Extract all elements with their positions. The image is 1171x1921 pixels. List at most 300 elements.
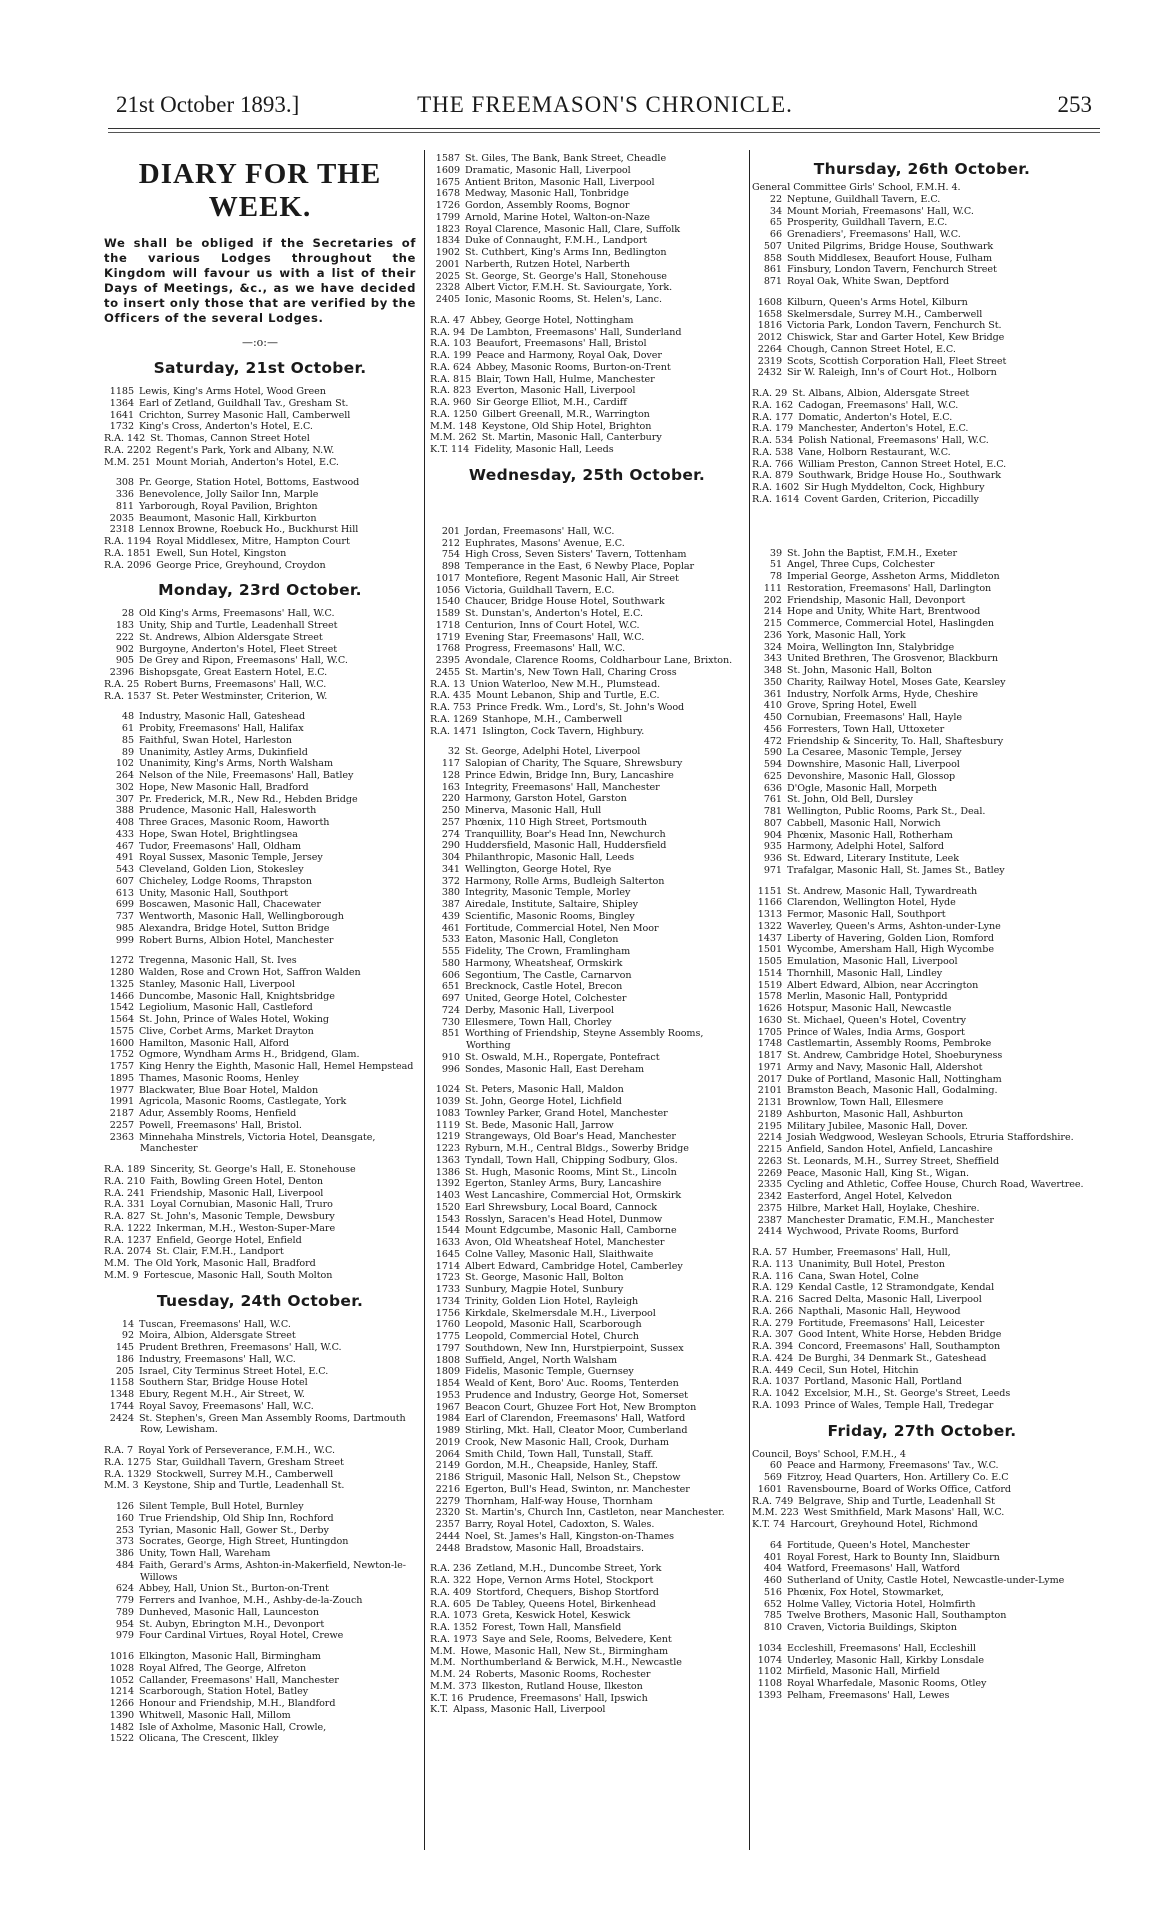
lodge-details: Covent Garden, Criterion, Piccadilly [804,493,979,505]
lodge-number: 590 [763,747,782,759]
lodge-details: Abbey, Masonic Rooms, Burton-on-Trent [476,361,671,373]
lodge-number: 202 [763,594,782,606]
lodge-details: Ellesmere, Town Hall, Chorley [465,1016,612,1028]
lodge-details: Montefiore, Regent Masonic Hall, Air Street [465,572,679,584]
lodge-entry [430,655,744,667]
lodge-number: 1854 [435,1378,460,1389]
lodge-entry [104,655,416,667]
lodge-details: St. John, Masonic Hall, Bolton [787,665,933,676]
lodge-details: Moira, Albion, Aldersgate Street [139,1330,296,1342]
lodge-details: True Friendship, Old Ship Inn, Rochford [139,1512,334,1524]
lodge-entry [104,644,416,656]
lodge-number: 1823 [435,223,460,235]
lodge-details: St. Martin, Masonic Hall, Canterbury [481,432,662,444]
lodge-details: Old King's Arms, Freemasons' Hall, W.C. [139,608,335,620]
lodge-entry [752,1132,1092,1144]
lodge-number: 34 [769,205,782,217]
lodge-number: 2101 [757,1085,782,1097]
lodge-entry [430,887,744,899]
lodge-details: Hilbre, Market Hall, Hoylake, Cheshire. [787,1202,980,1214]
lodge-number: 1348 [109,1389,134,1400]
lodge-entry [752,1599,1092,1611]
lodge-number: 569 [763,1472,782,1483]
lodge-entry [104,1319,416,1331]
lodge-details: Honour and Friendship, M.H., Blandford [139,1698,336,1709]
lodge-details: Royal Wharfedale, Masonic Rooms, Otley [787,1678,987,1689]
lodge-number: R.A. 534 [752,435,794,446]
lodge-details: Bradstow, Masonic Hall, Broadstairs. [465,1542,645,1554]
lodge-details: Victoria Park, London Tavern, Fenchurch St. [787,320,1002,332]
lodge-number: 1325 [109,978,134,990]
lodge-entry [104,1258,416,1270]
lodge-number: 461 [441,922,460,934]
lodge-details: Josiah Wedgwood, Wesleyan Schools, Etruria Staffordshire. [787,1132,1074,1144]
lodge-entry [104,888,416,900]
lodge-details: William Preston, Cannon Street Hotel, E.C. [798,458,1007,470]
lodge-details: Underley, Masonic Hall, Kirkby Lonsdale [787,1654,985,1666]
lodge-details: Ryburn, M.H., Central Bldgs., Sowerby Bridge [465,1143,689,1154]
lodge-entry [430,620,744,632]
lodge-entry [430,1178,744,1190]
lodge-number: R.A. 199 [430,350,472,361]
lodge-details: Prince of Wales, Temple Hall, Tredegar [804,1399,994,1411]
lodge-entry [752,1552,1092,1564]
lodge-details: De Lambton, Freemasons' Hall, Sunderland [470,326,682,338]
lodge-number: 2448 [435,1542,460,1554]
lodge-entry [752,865,1092,877]
lodge-details: Avon, Old Wheatsheaf Hotel, Manchester [465,1237,665,1248]
lodge-details: Fitzroy, Head Quarters, Hon. Artillery Co. E.C [787,1472,1009,1483]
lodge-details: Mount Moriah, Anderton's Hotel, E.C. [155,456,339,468]
lodge-details: Royal Middlesex, Mitre, Hampton Court [156,536,350,547]
lodge-number: 2320 [435,1507,460,1519]
lodge-details: Beacon Court, Ghuzee Fort Hot, New Brompton [465,1401,697,1413]
lodge-details: Forresters, Town Hall, Uttoxeter [787,723,945,735]
lodge-number: R.A. 1093 [752,1399,800,1411]
day-heading: Thursday, 26th October. [813,160,1031,178]
lodge-number: 2375 [757,1202,782,1214]
lodge-number: 387 [441,899,460,910]
lodge-number: 1393 [757,1689,782,1701]
lodge-number: 433 [115,828,134,840]
lodge-number: 467 [115,840,134,852]
lodge-number: R.A. 94 [430,326,466,338]
lodge-details: Integrity, Freemasons' Hall, Manchester [465,781,660,793]
lodge-entry [104,1342,416,1354]
lodge-entry [430,993,744,1005]
lodge-number: 1816 [757,320,782,332]
lodge-entry [104,955,416,967]
lodge-details: Fidelity, The Crown, Framlingham [465,946,631,957]
lodge-details: Prince of Wales, India Arms, Gosport [787,1026,965,1038]
lodge-group [752,548,1092,877]
lodge-details: Narberth, Rutzen Hotel, Narberth [465,258,630,270]
lodge-number: 48 [121,711,134,723]
lodge-number: 1600 [109,1037,134,1049]
lodge-number: R.A. 103 [430,338,472,350]
lodge-details: Vane, Holborn Restaurant, W.C. [798,446,951,458]
lodge-number: R.A. 113 [752,1258,794,1270]
lodge-details: Friendship, Masonic Hall, Liverpool [150,1187,324,1199]
lodge-entry [104,1188,416,1200]
lodge-entry [104,1211,416,1223]
lodge-number: 1564 [109,1014,134,1025]
lodge-number: 1514 [757,967,782,979]
lodge-details: Sutherland of Unity, Castle Hotel, Newcastle-under-Lyme [787,1575,1065,1586]
lodge-entry [104,1733,416,1745]
lodge-entry [430,1308,744,1320]
lodge-number: 274 [441,828,460,840]
lodge-details: Industry, Norfolk Arms, Hyde, Cheshire [787,688,978,700]
lodge-details: Hope, Swan Hotel, Brightlingsea [139,828,298,840]
lodge-details: United Brethren, The Grosvenor, Blackburn [787,653,998,665]
lodge-details: St. Leonards, M.H., Surrey Street, Sheffield [787,1155,1000,1167]
lodge-details: Striguil, Masonic Hall, Nelson St., Chepstow [465,1472,681,1483]
lodge-number: R.A. 1250 [430,408,478,420]
lodge-entry [104,1501,416,1513]
lodge-number: 954 [115,1618,134,1630]
lodge-number: 1505 [757,956,782,967]
lodge-number: 1052 [109,1674,134,1686]
lodge-number: 999 [115,934,134,946]
lodge-details: St. Clair, F.M.H., Landport [156,1246,284,1258]
lodge-entry [430,1249,744,1261]
lodge-entry [752,1294,1092,1306]
lodge-details: Sacred Delta, Masonic Hall, Liverpool [798,1294,982,1305]
lodge-entry [752,1365,1092,1377]
lodge-details: St. Dunstan's, Anderton's Hotel, E.C. [465,608,643,619]
lodge-entry [430,746,744,758]
lodge-entry [104,421,416,433]
lodge-details: Wentworth, Masonic Hall, Wellingborough [139,911,344,922]
lodge-entry [752,320,1092,332]
lodge-details: Tuscan, Freemasons' Hall, W.C. [139,1318,291,1330]
lodge-details: St. Martin's, New Town Hall, Charing Cross [465,666,677,678]
lodge-details: St. Hugh, Masonic Rooms, Mint St., Lincoln [465,1166,677,1178]
masthead [110,92,1100,126]
lodge-number: 61 [121,723,134,734]
lodge-number: R.A. 25 [104,678,140,690]
lodge-entry [430,1496,744,1508]
lodge-entry [104,1686,416,1698]
lodge-entry [752,747,1092,759]
lodge-entry [430,1575,744,1587]
lodge-group [104,386,416,468]
lodge-entry [430,1108,744,1120]
lodge-number: 64 [769,1539,782,1551]
lodge-details: St. Peter Westminster, Criterion, W. [156,690,328,702]
lodge-entry [752,1074,1092,1086]
lodge-details: Egerton, Stanley Arms, Bury, Lancashire [465,1178,662,1190]
lodge-number: 979 [115,1630,134,1642]
lodge-entry [752,980,1092,992]
lodge-details: Thornhill, Masonic Hall, Lindley [787,967,943,979]
lodge-entry [752,470,1092,482]
lodge-details: Whitwell, Masonic Hall, Millom [139,1709,291,1721]
lodge-number: 699 [115,899,134,911]
lodge-number: 2216 [435,1483,460,1495]
lodge-number: 1895 [109,1072,134,1084]
lodge-number: 996 [441,1063,460,1075]
lodge-number: 372 [441,875,460,887]
lodge-number: 324 [763,641,782,653]
lodge-number: R.A. 827 [104,1211,146,1222]
lodge-entry [430,1120,744,1132]
lodge-details: King Henry the Eighth, Masonic Hall, Hemel Hempstead [139,1061,414,1072]
lodge-details: Sondes, Masonic Hall, East Dereham [465,1063,645,1075]
lodge-entry [430,1202,744,1214]
lodge-number: 341 [441,863,460,875]
lodge-number: 1501 [757,944,782,956]
lodge-details: Royal Savoy, Freemasons' Hall, W.C. [139,1400,314,1412]
lodge-details: Howe, Masonic Hall, New St., Birmingham [460,1645,669,1657]
lodge-number: R.A. 1222 [104,1222,152,1234]
lodge-entry [752,1168,1092,1180]
lodge-entry [752,229,1092,241]
lodge-number: 2187 [109,1108,134,1119]
lodge-details: Duke of Portland, Masonic Hall, Nottingham [787,1073,1002,1085]
lodge-number: R.A. 435 [430,690,472,702]
lodge-details: Hotspur, Masonic Hall, Newcastle [787,1003,952,1014]
lodge-number: 160 [115,1512,134,1524]
lodge-details: Excelsior, M.H., St. George's Street, Leeds [804,1388,1011,1399]
lodge-entry [104,398,416,410]
lodge-details: Scarborough, Station Hotel, Batley [139,1686,309,1698]
lodge-number: 789 [115,1606,134,1618]
lodge-details: Alexandra, Bridge Hotel, Sutton Bridge [139,922,330,934]
lodge-entry [752,595,1092,607]
lodge-number: 1809 [435,1366,460,1378]
lodge-details: Clarendon, Wellington Hotel, Hyde [787,897,956,909]
lodge-details: Harmony, Adelphi Hotel, Salford [787,841,944,853]
lodge-entry [430,805,744,817]
lodge-entry [752,182,1092,194]
lodge-entry [752,356,1092,368]
lodge-details: Peace and Harmony, Royal Oak, Dover [476,350,662,361]
lodge-details: Domatic, Anderton's Hotel, E.C. [798,411,953,423]
lodge-details: Segontium, The Castle, Carnarvon [465,969,632,981]
lodge-details: St. Aubyn, Ebrington M.H., Devonport [139,1618,325,1630]
lodge-number: R.A. 7 [104,1445,134,1456]
lodge-entry [752,1353,1092,1365]
lodge-number: 1675 [435,176,460,188]
lodge-number: 1718 [435,619,460,631]
lodge-number: R.A. 241 [104,1187,146,1199]
lodge-details: Devonshire, Masonic Hall, Glossop [787,770,956,782]
lodge-entry [104,967,416,979]
lodge-details: Fermor, Masonic Hall, Southport [787,909,946,920]
lodge-details: St. Peters, Masonic Hall, Maldon [465,1084,624,1096]
lodge-entry [430,397,744,409]
lodge-entry [104,1164,416,1176]
lodge-entry [104,1710,416,1722]
lodge-details: Fidelis, Masonic Temple, Guernsey [465,1366,634,1378]
lodge-number: 910 [441,1051,460,1063]
lodge-entry [752,1027,1092,1039]
lodge-number: 1732 [109,421,134,433]
lodge-details: Walden, Rose and Crown Hot, Saffron Walden [139,967,361,978]
lodge-number: 1609 [435,164,460,176]
lodge-number: 163 [441,781,460,793]
lodge-number: 1437 [757,932,782,944]
lodge-number: 1797 [435,1342,460,1354]
lodge-details: Grenadiers', Freemasons' Hall, W.C. [787,229,961,240]
lodge-details: Fortitude, Freemasons' Hall, Leicester [798,1317,985,1329]
lodge-entry [752,1306,1092,1318]
lodge-details: Prudence, Masonic Hall, Halesworth [139,805,317,817]
lodge-details: Fidelity, Masonic Hall, Leeds [474,444,614,455]
lodge-details: Royal Alfred, The George, Alfreton [139,1662,307,1674]
lodge-group [430,1084,744,1554]
lodge-details: Finsbury, London Tavern, Fenchurch Street [787,264,997,276]
lodge-details: Ashburton, Masonic Hall, Ashburton [787,1108,964,1120]
lodge-entry [430,200,744,212]
lodge-number: 183 [115,620,134,631]
lodge-number: 1608 [757,296,782,308]
lodge-number: 1102 [757,1666,782,1678]
lodge-details: Loyal Cornubian, Masonic Hall, Truro [150,1199,333,1211]
lodge-details: Charity, Railway Hotel, Moses Gate, Kearsley [787,676,1006,688]
lodge-number: 2263 [757,1155,782,1167]
lodge-number: 2064 [435,1448,460,1460]
lodge-entry [430,327,744,339]
lodge-number: 2444 [435,1530,460,1542]
lodge-details: Trafalgar, Masonic Hall, St. James St., Batley [787,864,1005,876]
lodge-entry [752,783,1092,795]
lodge-number: R.A. 236 [430,1563,472,1575]
lodge-number: R.A. 279 [752,1317,794,1329]
lodge-details: Kirkdale, Skelmersdale M.H., Liverpool [465,1307,656,1319]
lodge-entry [752,991,1092,1003]
lodge-details: Royal York of Perseverance, F.M.H., W.C. [138,1445,335,1456]
lodge-details: Enfield, George Hotel, Enfield [156,1234,302,1246]
lodge-number: 1056 [435,584,460,596]
lodge-details: West Smithfield, Mark Masons' Hall, W.C. [803,1507,1005,1519]
lodge-number: 264 [115,770,134,781]
lodge-number: 904 [763,829,782,841]
lodge-entry [430,1472,744,1484]
lodge-entry [752,559,1092,571]
lodge-details: Cabbell, Masonic Hall, Norwich [787,817,941,829]
lodge-entry [430,793,744,805]
lodge-entry [104,991,416,1003]
lodge-number: R.A. 210 [104,1175,146,1187]
lodge-entry [752,1282,1092,1294]
lodge-entry [104,489,416,501]
lodge-entry [430,970,744,982]
lodge-number: 652 [763,1598,782,1610]
lodge-entry [104,1176,416,1188]
lodge-entry [752,1259,1092,1271]
lodge-details: Napthali, Masonic Hall, Heywood [798,1305,961,1317]
lodge-number: 117 [441,758,460,769]
lodge-group [752,1449,1092,1531]
lodge-entry [430,1657,744,1669]
lodge-number: 781 [763,806,782,817]
lodge-details: High Cross, Seven Sisters' Tavern, Tottenham [465,549,687,561]
lodge-details: Boscawen, Masonic Hall, Chacewater [139,899,321,911]
lodge-entry [752,1109,1092,1121]
lodge-entry [752,724,1092,736]
lodge-details: Tyrian, Masonic Hall, Gower St., Derby [139,1524,329,1536]
lodge-entry [752,1575,1092,1587]
lodge-entry [752,944,1092,956]
lodge-number: R.A. 142 [104,433,146,444]
lodge-entry [104,817,416,829]
lodge-details: Southwark, Bridge House Ho., Southwark [798,470,1002,482]
lodge-number: 1714 [435,1260,460,1272]
lodge-number: 386 [115,1548,134,1559]
lodge-group [752,297,1092,379]
lodge-details: Cycling and Athletic, Coffee House, Church Road, Wavertree. [787,1179,1084,1191]
lodge-group [104,1501,416,1642]
lodge-entry [752,759,1092,771]
lodge-number: 594 [763,759,782,770]
lodge-number: 1733 [435,1284,460,1295]
lodge-entry [430,1693,744,1705]
lodge-entry [104,935,416,947]
lodge-entry [104,1663,416,1675]
lodge-entry [752,1666,1092,1678]
lodge-entry [104,1120,416,1132]
lodge-entry [104,691,416,703]
lodge-number: 1633 [435,1237,460,1248]
lodge-number: 350 [763,676,782,688]
lodge-details: Abbey, George Hotel, Nottingham [470,314,634,326]
lodge-details: Gilbert Greenall, M.R., Warrington [482,408,650,420]
lodge-entry [104,758,416,770]
lodge-number: 66 [769,229,782,240]
lodge-details: Wellington, Public Rooms, Park St., Deal. [787,806,986,817]
lodge-entry [752,618,1092,630]
lodge-number: 697 [441,993,460,1004]
lodge-entry [430,1319,744,1331]
lodge-entry [104,1675,416,1687]
lodge-number: K.T. 16 [430,1692,464,1704]
lodge-details: Lennox Browne, Roebuck Ho., Buckhurst Hill [139,524,359,536]
lodge-entry [752,494,1092,506]
lodge-details: Temperance in the East, 6 Newby Place, Poplar [465,561,695,572]
lodge-details: Keystone, Ship and Turtle, Leadenhall St. [143,1480,345,1492]
lodge-number: R.A. 47 [430,314,466,326]
lodge-details: West Lancashire, Commercial Hot, Ormskirk [465,1190,682,1201]
lodge-entry [104,560,416,572]
lodge-details: Eccleshill, Freemasons' Hall, Eccleshill [787,1642,976,1654]
lodge-number: 2328 [435,282,460,294]
lodge-entry [430,782,744,794]
lodge-details: The Old York, Masonic Hall, Bradford [134,1258,316,1269]
lodge-entry [752,1085,1092,1097]
lodge-entry [430,1284,744,1296]
lodge-entry [752,1318,1092,1330]
lodge-details: Antient Briton, Masonic Hall, Liverpool [465,176,655,188]
lodge-number: R.A. 2096 [104,559,152,571]
lodge-entry [104,1619,416,1631]
lodge-entry [104,1096,416,1108]
lodge-entry [752,1191,1092,1203]
lodge-number: 1768 [435,643,460,655]
lodge-number: R.A. 1073 [430,1610,478,1622]
lodge-entry [430,829,744,841]
lodge-details: Cleveland, Golden Lion, Stokesley [139,864,304,875]
lodge-details: Military Jubilee, Masonic Hall, Dover. [787,1120,968,1132]
lodge-number: 1589 [435,608,460,619]
lodge-details: Zetland, M.H., Duncombe Street, York [476,1563,662,1575]
lodge-number: 636 [763,782,782,794]
lodge-entry [104,1401,416,1413]
lodge-entry [104,1073,416,1085]
lodge-details: St. Giles, The Bank, Bank Street, Cheadle [465,153,667,164]
